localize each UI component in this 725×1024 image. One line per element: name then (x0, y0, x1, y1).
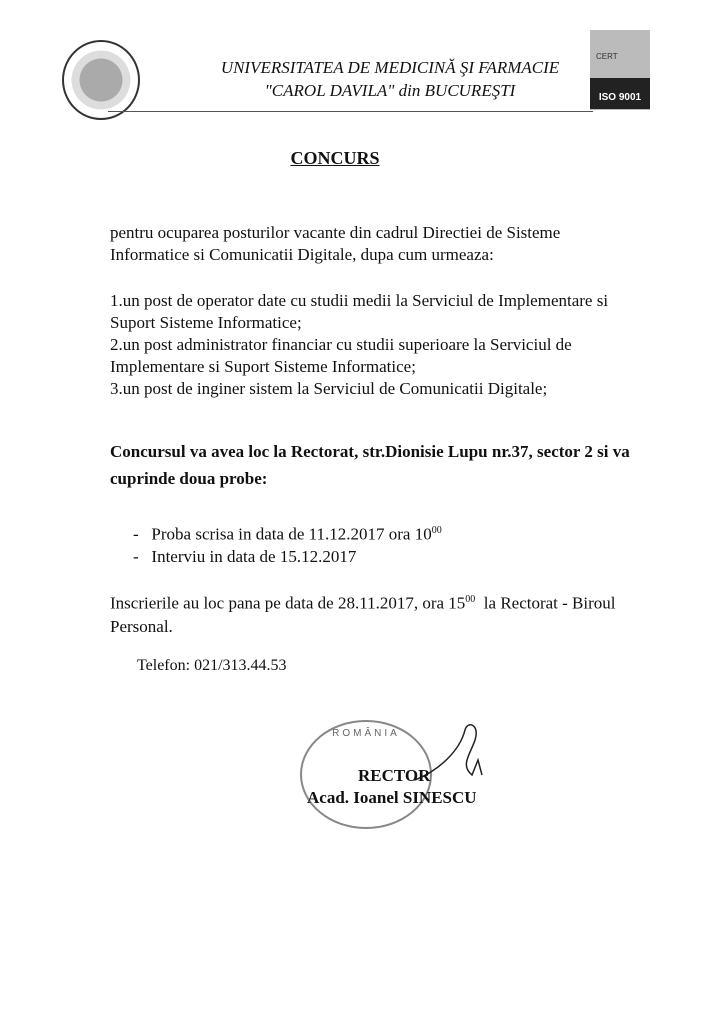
test-item: - Proba scrisa in data de 11.12.2017 ora $10^{00}$ (133, 524, 442, 544)
location-line: Concursul va avea loc la Rectorat, str.Dionisie Lupu nr.37, sector 2 si va (110, 442, 630, 461)
header-line-1: UNIVERSITATEA DE MEDICINĂ ŞI FARMACIE (220, 58, 560, 77)
tests-list (133, 520, 442, 568)
registration: Inscrierile au loc pana pe data de 28.11.2017, ora $15^{00}$ la Rectorat - Biroul Personal. (110, 593, 616, 636)
position-item: 3.un post de inginer sistem la Serviciul de Comunicatii Digitale; (110, 379, 548, 398)
positions-list (110, 290, 608, 400)
university-logo (62, 40, 140, 120)
header-line-2: "CAROL DAVILA" din BUCUREŞTI (264, 81, 516, 100)
header-rule (108, 111, 593, 112)
official-stamp: ROMÂNIA (300, 720, 432, 829)
position-item: 2.un post administrator financiar cu studii superioare la Serviciul de (110, 335, 572, 354)
intro-line: pentru ocuparea posturilor vacante din cadrul Directiei de Sisteme (110, 223, 561, 242)
position-item: 1.un post de operator date cu studii medii la Serviciul de Implementare si (110, 291, 609, 310)
iso-badge (590, 30, 650, 110)
phone: Telefon: 021/313.44.53 (137, 657, 287, 674)
test-item: - Interviu in data de 15.12.2017 (133, 546, 357, 566)
signature-role: RECTOR (358, 766, 431, 785)
intro (110, 222, 560, 266)
cert-logo-icon: CERT (596, 52, 618, 61)
iso-label: ISO 9001 (590, 78, 650, 109)
position-item-cont: Implementare si Suport Sisteme Informatice; (110, 357, 416, 376)
position-item-cont: Suport Sisteme Informatice; (110, 313, 302, 332)
page-title: CONCURS (290, 148, 380, 168)
location (110, 438, 630, 492)
signature-name: Acad. Ioanel SINESCU (307, 788, 477, 807)
intro-line: Informatice si Comunicatii Digitale, dupa cum urmeaza: (110, 245, 494, 264)
location-line: cuprinde doua probe: (110, 469, 268, 488)
